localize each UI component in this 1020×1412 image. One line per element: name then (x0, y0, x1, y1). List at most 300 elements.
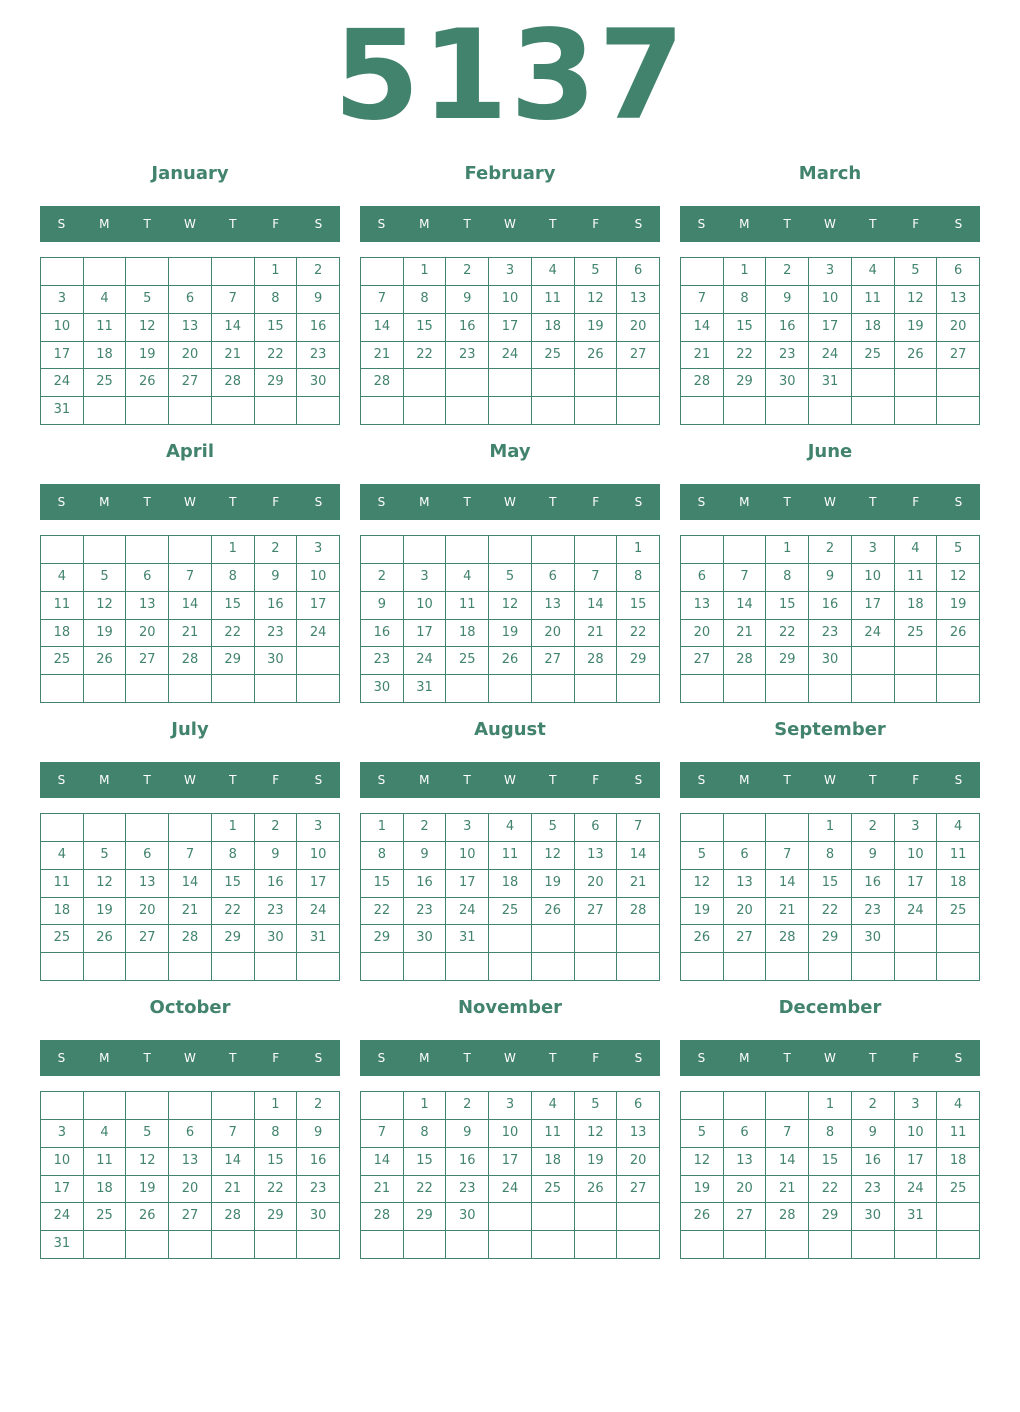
weekday-label: T (463, 773, 471, 787)
day-cell: 11 (84, 1148, 127, 1176)
day-cell: 10 (297, 842, 340, 870)
day-cell: 8 (404, 1120, 447, 1148)
day-cell: 25 (84, 1203, 127, 1231)
day-cell: 7 (724, 564, 767, 592)
day-cell: 19 (84, 898, 127, 926)
day-cell: 20 (937, 314, 980, 342)
month-name: June (807, 441, 853, 462)
day-cell: 22 (809, 1176, 852, 1204)
weekday-label: M (419, 773, 430, 787)
weekday-label: M (419, 1051, 430, 1065)
day-cell: 22 (404, 342, 447, 370)
empty-day-cell (404, 397, 447, 425)
day-cell: 19 (532, 870, 575, 898)
day-cell: 12 (895, 286, 938, 314)
day-cell: 7 (169, 564, 212, 592)
day-cell: 15 (724, 314, 767, 342)
weekday-label: W (504, 773, 516, 787)
day-cell: 18 (852, 314, 895, 342)
day-cell: 17 (852, 592, 895, 620)
day-cell: 28 (617, 898, 660, 926)
empty-day-cell (489, 953, 532, 981)
day-cell: 21 (575, 620, 618, 648)
day-cell: 11 (532, 286, 575, 314)
weekday-label: M (99, 217, 110, 231)
day-cell: 16 (297, 1148, 340, 1176)
day-cell: 2 (255, 814, 298, 842)
day-cell: 24 (404, 647, 447, 675)
day-cell: 27 (617, 1176, 660, 1204)
day-grid (680, 1091, 980, 1259)
day-cell: 8 (809, 1120, 852, 1148)
day-cell: 22 (617, 620, 660, 648)
empty-day-cell (41, 675, 84, 703)
day-cell: 26 (937, 620, 980, 648)
day-cell: 14 (766, 870, 809, 898)
weekday-label: W (824, 773, 836, 787)
day-cell: 18 (532, 1148, 575, 1176)
day-cell: 22 (212, 898, 255, 926)
day-cell: 12 (532, 842, 575, 870)
day-cell: 27 (126, 647, 169, 675)
day-cell: 2 (361, 564, 404, 592)
day-cell: 23 (446, 1176, 489, 1204)
empty-day-cell (489, 925, 532, 953)
day-cell: 21 (724, 620, 767, 648)
empty-day-cell (489, 397, 532, 425)
weekday-label: F (272, 773, 280, 787)
empty-day-cell (126, 258, 169, 286)
day-cell: 14 (766, 1148, 809, 1176)
day-cell: 16 (361, 620, 404, 648)
empty-day-cell (575, 953, 618, 981)
day-cell: 6 (617, 1092, 660, 1120)
day-cell: 26 (575, 342, 618, 370)
day-cell: 4 (937, 1092, 980, 1120)
weekday-label: T (229, 1051, 237, 1065)
day-cell: 8 (724, 286, 767, 314)
day-cell: 15 (212, 592, 255, 620)
day-cell: 21 (169, 898, 212, 926)
day-grid (360, 1091, 660, 1259)
day-cell: 21 (766, 1176, 809, 1204)
weekday-label: W (504, 1051, 516, 1065)
empty-day-cell (724, 953, 767, 981)
day-cell: 14 (361, 1148, 404, 1176)
empty-day-cell (126, 953, 169, 981)
day-cell: 25 (937, 898, 980, 926)
weekday-label: F (592, 217, 600, 231)
empty-day-cell (852, 397, 895, 425)
weekday-label: S (57, 773, 66, 787)
day-cell: 11 (446, 592, 489, 620)
day-cell: 6 (126, 842, 169, 870)
empty-day-cell (169, 1231, 212, 1259)
day-cell: 7 (617, 814, 660, 842)
day-cell: 28 (212, 369, 255, 397)
empty-day-cell (126, 536, 169, 564)
day-cell: 2 (297, 1092, 340, 1120)
day-cell: 31 (446, 925, 489, 953)
day-cell: 27 (937, 342, 980, 370)
empty-day-cell (446, 1231, 489, 1259)
day-cell: 13 (169, 314, 212, 342)
day-cell: 12 (126, 1148, 169, 1176)
weekday-label: S (377, 773, 386, 787)
empty-day-cell (724, 1231, 767, 1259)
day-cell: 5 (126, 286, 169, 314)
empty-day-cell (532, 397, 575, 425)
day-cell: 19 (575, 1148, 618, 1176)
day-cell: 16 (852, 870, 895, 898)
empty-day-cell (617, 953, 660, 981)
day-cell: 5 (937, 536, 980, 564)
weekday-label: T (463, 1051, 471, 1065)
empty-day-cell (84, 536, 127, 564)
day-grid (680, 535, 980, 703)
weekday-label: W (504, 495, 516, 509)
day-cell: 25 (84, 369, 127, 397)
day-cell: 17 (809, 314, 852, 342)
weekday-label: S (314, 217, 323, 231)
empty-day-cell (126, 814, 169, 842)
empty-day-cell (532, 675, 575, 703)
day-cell: 30 (852, 1203, 895, 1231)
day-cell: 3 (852, 536, 895, 564)
day-cell: 6 (617, 258, 660, 286)
day-cell: 18 (532, 314, 575, 342)
empty-day-cell (852, 953, 895, 981)
empty-day-cell (446, 369, 489, 397)
empty-day-cell (212, 1231, 255, 1259)
day-cell: 27 (724, 925, 767, 953)
month-name: July (171, 719, 209, 740)
day-grid (360, 257, 660, 425)
weekday-label: W (184, 495, 196, 509)
day-cell: 5 (681, 842, 724, 870)
day-cell: 30 (809, 647, 852, 675)
day-cell: 30 (766, 369, 809, 397)
day-cell: 7 (361, 1120, 404, 1148)
empty-day-cell (361, 1092, 404, 1120)
day-cell: 30 (404, 925, 447, 953)
day-cell: 28 (575, 647, 618, 675)
empty-day-cell (404, 536, 447, 564)
empty-day-cell (489, 536, 532, 564)
month-name: October (149, 997, 231, 1018)
empty-day-cell (937, 925, 980, 953)
day-cell: 18 (446, 620, 489, 648)
day-cell: 1 (617, 536, 660, 564)
empty-day-cell (361, 397, 404, 425)
day-cell: 22 (212, 620, 255, 648)
day-cell: 30 (446, 1203, 489, 1231)
empty-day-cell (84, 397, 127, 425)
day-cell: 23 (404, 898, 447, 926)
weekday-label: T (869, 217, 877, 231)
empty-day-cell (404, 1231, 447, 1259)
empty-day-cell (681, 397, 724, 425)
day-cell: 16 (446, 314, 489, 342)
weekday-label: T (783, 1051, 791, 1065)
empty-day-cell (809, 397, 852, 425)
day-grid (680, 813, 980, 981)
day-cell: 16 (766, 314, 809, 342)
empty-day-cell (532, 1203, 575, 1231)
day-cell: 19 (126, 1176, 169, 1204)
empty-day-cell (766, 675, 809, 703)
weekday-label: F (272, 495, 280, 509)
day-cell: 28 (361, 1203, 404, 1231)
day-cell: 6 (169, 1120, 212, 1148)
day-cell: 4 (84, 286, 127, 314)
day-cell: 17 (895, 1148, 938, 1176)
weekday-label: F (912, 217, 920, 231)
day-cell: 11 (852, 286, 895, 314)
day-cell: 2 (852, 1092, 895, 1120)
empty-day-cell (852, 1231, 895, 1259)
weekday-label: T (143, 495, 151, 509)
empty-day-cell (937, 1231, 980, 1259)
day-grid (360, 813, 660, 981)
day-cell: 8 (766, 564, 809, 592)
day-cell: 13 (937, 286, 980, 314)
day-cell: 6 (126, 564, 169, 592)
day-cell: 9 (255, 564, 298, 592)
empty-day-cell (724, 675, 767, 703)
empty-day-cell (84, 814, 127, 842)
day-cell: 17 (446, 870, 489, 898)
day-cell: 3 (489, 1092, 532, 1120)
day-cell: 17 (404, 620, 447, 648)
day-cell: 11 (489, 842, 532, 870)
empty-day-cell (617, 1203, 660, 1231)
day-cell: 20 (126, 898, 169, 926)
empty-day-cell (297, 953, 340, 981)
day-cell: 16 (255, 870, 298, 898)
day-cell: 27 (681, 647, 724, 675)
day-cell: 10 (852, 564, 895, 592)
day-cell: 13 (681, 592, 724, 620)
weekday-label: T (783, 773, 791, 787)
day-cell: 13 (126, 870, 169, 898)
weekday-label: W (184, 773, 196, 787)
empty-day-cell (212, 1092, 255, 1120)
day-cell: 21 (681, 342, 724, 370)
weekday-label: T (869, 1051, 877, 1065)
weekday-label: F (912, 495, 920, 509)
day-cell: 20 (126, 620, 169, 648)
day-cell: 20 (724, 1176, 767, 1204)
empty-day-cell (681, 536, 724, 564)
empty-day-cell (575, 1203, 618, 1231)
day-cell: 22 (724, 342, 767, 370)
weekday-label: S (697, 1051, 706, 1065)
day-cell: 25 (446, 647, 489, 675)
day-cell: 8 (255, 1120, 298, 1148)
day-cell: 29 (617, 647, 660, 675)
empty-day-cell (766, 953, 809, 981)
day-cell: 11 (532, 1120, 575, 1148)
day-cell: 14 (361, 314, 404, 342)
empty-day-cell (126, 675, 169, 703)
weekday-label: T (463, 217, 471, 231)
weekday-header (40, 1040, 340, 1076)
empty-day-cell (169, 397, 212, 425)
day-cell: 23 (255, 898, 298, 926)
day-cell: 31 (297, 925, 340, 953)
day-cell: 14 (212, 314, 255, 342)
weekday-label: W (184, 1051, 196, 1065)
day-cell: 10 (489, 286, 532, 314)
empty-day-cell (852, 675, 895, 703)
empty-day-cell (575, 1231, 618, 1259)
empty-day-cell (809, 953, 852, 981)
weekday-label: F (592, 495, 600, 509)
day-cell: 18 (937, 1148, 980, 1176)
day-cell: 5 (681, 1120, 724, 1148)
day-cell: 20 (617, 1148, 660, 1176)
day-cell: 26 (681, 1203, 724, 1231)
empty-day-cell (532, 369, 575, 397)
weekday-label: S (697, 773, 706, 787)
day-cell: 20 (575, 870, 618, 898)
day-cell: 28 (766, 1203, 809, 1231)
empty-day-cell (575, 369, 618, 397)
day-cell: 5 (575, 258, 618, 286)
weekday-label: T (869, 495, 877, 509)
day-cell: 25 (937, 1176, 980, 1204)
day-cell: 10 (404, 592, 447, 620)
day-cell: 2 (404, 814, 447, 842)
day-cell: 10 (446, 842, 489, 870)
day-cell: 24 (895, 898, 938, 926)
day-cell: 3 (446, 814, 489, 842)
day-cell: 17 (489, 314, 532, 342)
weekday-label: S (314, 495, 323, 509)
day-cell: 12 (575, 286, 618, 314)
empty-day-cell (169, 1092, 212, 1120)
day-cell: 7 (169, 842, 212, 870)
empty-day-cell (681, 1092, 724, 1120)
day-cell: 22 (809, 898, 852, 926)
weekday-label: S (314, 773, 323, 787)
empty-day-cell (895, 1231, 938, 1259)
empty-day-cell (766, 1231, 809, 1259)
day-cell: 19 (84, 620, 127, 648)
weekday-header (360, 206, 660, 242)
day-cell: 1 (809, 814, 852, 842)
empty-day-cell (766, 1092, 809, 1120)
empty-day-cell (212, 675, 255, 703)
weekday-label: W (824, 217, 836, 231)
day-cell: 1 (809, 1092, 852, 1120)
empty-day-cell (361, 258, 404, 286)
day-cell: 14 (169, 592, 212, 620)
empty-day-cell (489, 369, 532, 397)
day-cell: 7 (766, 842, 809, 870)
day-cell: 22 (255, 342, 298, 370)
weekday-label: T (783, 495, 791, 509)
day-cell: 29 (361, 925, 404, 953)
day-cell: 3 (809, 258, 852, 286)
day-cell: 26 (126, 369, 169, 397)
empty-day-cell (489, 1203, 532, 1231)
day-cell: 19 (895, 314, 938, 342)
empty-day-cell (532, 1231, 575, 1259)
day-cell: 2 (297, 258, 340, 286)
day-cell: 6 (575, 814, 618, 842)
empty-day-cell (617, 675, 660, 703)
day-cell: 21 (361, 1176, 404, 1204)
day-cell: 15 (255, 1148, 298, 1176)
weekday-label: S (377, 1051, 386, 1065)
day-cell: 15 (212, 870, 255, 898)
day-cell: 10 (489, 1120, 532, 1148)
weekday-label: S (954, 1051, 963, 1065)
empty-day-cell (724, 1092, 767, 1120)
day-cell: 13 (617, 1120, 660, 1148)
day-cell: 12 (84, 592, 127, 620)
empty-day-cell (169, 675, 212, 703)
day-cell: 24 (297, 898, 340, 926)
day-cell: 19 (126, 342, 169, 370)
day-cell: 21 (766, 898, 809, 926)
day-cell: 29 (404, 1203, 447, 1231)
empty-day-cell (617, 369, 660, 397)
day-cell: 21 (212, 342, 255, 370)
empty-day-cell (297, 647, 340, 675)
day-cell: 14 (169, 870, 212, 898)
day-cell: 5 (575, 1092, 618, 1120)
day-cell: 22 (404, 1176, 447, 1204)
day-grid (360, 535, 660, 703)
weekday-label: S (697, 495, 706, 509)
weekday-label: S (377, 217, 386, 231)
day-cell: 23 (766, 342, 809, 370)
day-cell: 26 (84, 925, 127, 953)
day-cell: 27 (532, 647, 575, 675)
weekday-label: W (824, 495, 836, 509)
day-cell: 24 (809, 342, 852, 370)
day-cell: 12 (681, 1148, 724, 1176)
day-cell: 29 (724, 369, 767, 397)
empty-day-cell (724, 536, 767, 564)
empty-day-cell (255, 1231, 298, 1259)
weekday-label: T (549, 217, 557, 231)
day-cell: 14 (681, 314, 724, 342)
empty-day-cell (41, 258, 84, 286)
empty-day-cell (297, 397, 340, 425)
weekday-label: T (549, 773, 557, 787)
day-cell: 3 (895, 1092, 938, 1120)
day-cell: 7 (575, 564, 618, 592)
day-cell: 25 (895, 620, 938, 648)
day-cell: 17 (41, 1176, 84, 1204)
day-cell: 16 (809, 592, 852, 620)
empty-day-cell (766, 814, 809, 842)
month-name: September (774, 719, 886, 740)
empty-day-cell (41, 1092, 84, 1120)
day-cell: 5 (532, 814, 575, 842)
day-cell: 27 (169, 1203, 212, 1231)
weekday-label: S (634, 1051, 643, 1065)
empty-day-cell (681, 675, 724, 703)
empty-day-cell (724, 397, 767, 425)
day-cell: 23 (297, 342, 340, 370)
day-cell: 24 (489, 1176, 532, 1204)
day-cell: 4 (84, 1120, 127, 1148)
